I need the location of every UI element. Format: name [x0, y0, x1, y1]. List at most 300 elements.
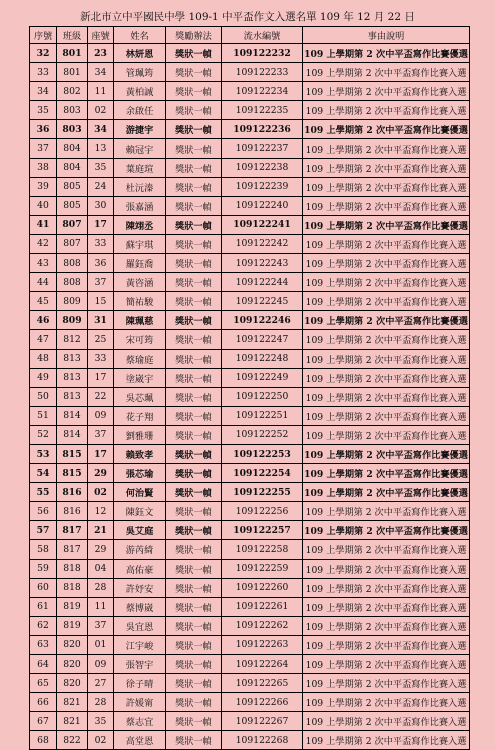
cell-reason: 109 上學期第 2 次中平盃寫作比賽優選 — [303, 521, 470, 540]
cell-award: 獎狀一幀 — [166, 330, 222, 349]
cell-reason: 109 上學期第 2 次中平盃寫作比賽入選 — [303, 254, 470, 273]
cell-class: 805 — [57, 177, 88, 196]
cell-number: 50 — [30, 387, 57, 406]
table-row — [30, 425, 470, 444]
cell-reason: 109 上學期第 2 次中平盃寫作比賽入選 — [303, 502, 470, 521]
cell-serial: 109122244 — [222, 273, 303, 292]
cell-class: 809 — [57, 311, 88, 330]
cell-seat: 29 — [88, 540, 114, 559]
cell-name: 黃柏誠 — [114, 82, 166, 101]
cell-reason: 109 上學期第 2 次中平盃寫作比賽入選 — [303, 101, 470, 120]
cell-serial: 109122249 — [222, 368, 303, 387]
cell-seat: 17 — [88, 368, 114, 387]
table-row — [30, 292, 470, 311]
cell-number: 59 — [30, 559, 57, 578]
cell-award: 獎狀一幀 — [166, 139, 222, 158]
cell-class: 808 — [57, 273, 88, 292]
cell-award: 獎狀一幀 — [166, 82, 222, 101]
table-row — [30, 120, 470, 139]
cell-name: 塗崴宇 — [114, 368, 166, 387]
cell-seat: 11 — [88, 597, 114, 616]
cell-seat: 11 — [88, 82, 114, 101]
cell-award: 獎狀一幀 — [166, 120, 222, 139]
cell-serial: 109122237 — [222, 139, 303, 158]
cell-seat: 21 — [88, 521, 114, 540]
cell-award: 獎狀一幀 — [166, 406, 222, 425]
cell-serial: 109122264 — [222, 655, 303, 674]
cell-seat: 04 — [88, 559, 114, 578]
cell-reason: 109 上學期第 2 次中平盃寫作比賽入選 — [303, 234, 470, 253]
cell-name: 余啟任 — [114, 101, 166, 120]
header-name: 姓名 — [114, 27, 166, 44]
table-row — [30, 616, 470, 635]
cell-award: 獎狀一幀 — [166, 44, 222, 63]
cell-seat: 17 — [88, 215, 114, 234]
cell-class: 803 — [57, 101, 88, 120]
cell-serial: 109122251 — [222, 406, 303, 425]
cell-serial: 109122255 — [222, 483, 303, 502]
cell-name: 陳鈺文 — [114, 502, 166, 521]
cell-number: 63 — [30, 635, 57, 654]
cell-seat: 23 — [88, 44, 114, 63]
cell-serial: 109122253 — [222, 444, 303, 463]
cell-seat: 25 — [88, 330, 114, 349]
header-seat: 座號 — [88, 27, 114, 44]
cell-name: 賴致孝 — [114, 444, 166, 463]
cell-serial: 109122239 — [222, 177, 303, 196]
cell-name: 何治賢 — [114, 483, 166, 502]
cell-reason: 109 上學期第 2 次中平盃寫作比賽優選 — [303, 120, 470, 139]
table-row — [30, 521, 470, 540]
cell-class: 820 — [57, 635, 88, 654]
cell-class: 807 — [57, 234, 88, 253]
cell-reason: 109 上學期第 2 次中平盃寫作比賽入選 — [303, 82, 470, 101]
cell-award: 獎狀一幀 — [166, 349, 222, 368]
cell-reason: 109 上學期第 2 次中平盃寫作比賽入選 — [303, 368, 470, 387]
cell-name: 陳珮慈 — [114, 311, 166, 330]
cell-class: 804 — [57, 158, 88, 177]
table-row — [30, 502, 470, 521]
cell-reason: 109 上學期第 2 次中平盃寫作比賽入選 — [303, 655, 470, 674]
table-row — [30, 597, 470, 616]
cell-seat: 02 — [88, 483, 114, 502]
table-row — [30, 215, 470, 234]
cell-class: 821 — [57, 712, 88, 731]
cell-reason: 109 上學期第 2 次中平盃寫作比賽入選 — [303, 559, 470, 578]
cell-name: 張芯瑜 — [114, 464, 166, 483]
cell-name: 簡祐駿 — [114, 292, 166, 311]
cell-name: 張嘉涵 — [114, 196, 166, 215]
cell-serial: 109122262 — [222, 616, 303, 635]
cell-reason: 109 上學期第 2 次中平盃寫作比賽入選 — [303, 693, 470, 712]
table-row — [30, 82, 470, 101]
cell-number: 57 — [30, 521, 57, 540]
cell-name: 蔡瑜庭 — [114, 349, 166, 368]
cell-reason: 109 上學期第 2 次中平盃寫作比賽優選 — [303, 311, 470, 330]
cell-award: 獎狀一幀 — [166, 578, 222, 597]
cell-number: 52 — [30, 425, 57, 444]
cell-reason: 109 上學期第 2 次中平盃寫作比賽入選 — [303, 712, 470, 731]
cell-number: 61 — [30, 597, 57, 616]
cell-award: 獎狀一幀 — [166, 425, 222, 444]
cell-class: 814 — [57, 406, 88, 425]
cell-reason: 109 上學期第 2 次中平盃寫作比賽入選 — [303, 330, 470, 349]
cell-class: 815 — [57, 444, 88, 463]
table-row — [30, 44, 470, 63]
table-row — [30, 311, 470, 330]
cell-name: 吳艾庭 — [114, 521, 166, 540]
cell-reason: 109 上學期第 2 次中平盃寫作比賽優選 — [303, 444, 470, 463]
cell-award: 獎狀一幀 — [166, 368, 222, 387]
table-row — [30, 101, 470, 120]
cell-name: 蔡博崴 — [114, 597, 166, 616]
cell-seat: 29 — [88, 464, 114, 483]
cell-award: 獎狀一幀 — [166, 234, 222, 253]
cell-class: 817 — [57, 521, 88, 540]
cell-reason: 109 上學期第 2 次中平盃寫作比賽入選 — [303, 731, 470, 750]
cell-class: 821 — [57, 693, 88, 712]
table-row — [30, 177, 470, 196]
cell-reason: 109 上學期第 2 次中平盃寫作比賽入選 — [303, 597, 470, 616]
cell-number: 66 — [30, 693, 57, 712]
cell-seat: 35 — [88, 712, 114, 731]
cell-seat: 37 — [88, 425, 114, 444]
header-number: 序號 — [30, 27, 57, 44]
table-row — [30, 464, 470, 483]
cell-seat: 09 — [88, 406, 114, 425]
cell-reason: 109 上學期第 2 次中平盃寫作比賽入選 — [303, 349, 470, 368]
cell-number: 53 — [30, 444, 57, 463]
cell-seat: 36 — [88, 254, 114, 273]
cell-name: 張智宇 — [114, 655, 166, 674]
cell-number: 58 — [30, 540, 57, 559]
cell-serial: 109122236 — [222, 120, 303, 139]
cell-award: 獎狀一幀 — [166, 158, 222, 177]
cell-class: 809 — [57, 292, 88, 311]
cell-name: 游芮綺 — [114, 540, 166, 559]
cell-name: 吳芯珮 — [114, 387, 166, 406]
table-row — [30, 674, 470, 693]
table-row — [30, 444, 470, 463]
cell-serial: 109122247 — [222, 330, 303, 349]
cell-reason: 109 上學期第 2 次中平盃寫作比賽入選 — [303, 139, 470, 158]
cell-class: 820 — [57, 655, 88, 674]
cell-name: 羅鈺喬 — [114, 254, 166, 273]
cell-seat: 33 — [88, 349, 114, 368]
cell-class: 805 — [57, 196, 88, 215]
cell-number: 67 — [30, 712, 57, 731]
cell-number: 62 — [30, 616, 57, 635]
cell-class: 816 — [57, 483, 88, 502]
cell-number: 60 — [30, 578, 57, 597]
cell-serial: 109122261 — [222, 597, 303, 616]
cell-number: 37 — [30, 139, 57, 158]
cell-award: 獎狀一幀 — [166, 616, 222, 635]
cell-number: 39 — [30, 177, 57, 196]
cell-seat: 12 — [88, 502, 114, 521]
table-row — [30, 387, 470, 406]
cell-seat: 27 — [88, 674, 114, 693]
selection-table — [29, 26, 470, 750]
cell-name: 蔡志宜 — [114, 712, 166, 731]
cell-number: 56 — [30, 502, 57, 521]
cell-serial: 109122263 — [222, 635, 303, 654]
cell-serial: 109122240 — [222, 196, 303, 215]
cell-class: 819 — [57, 597, 88, 616]
cell-reason: 109 上學期第 2 次中平盃寫作比賽入選 — [303, 578, 470, 597]
cell-serial: 109122243 — [222, 254, 303, 273]
cell-award: 獎狀一幀 — [166, 635, 222, 654]
cell-seat: 34 — [88, 120, 114, 139]
cell-number: 54 — [30, 464, 57, 483]
cell-number: 41 — [30, 215, 57, 234]
cell-reason: 109 上學期第 2 次中平盃寫作比賽入選 — [303, 196, 470, 215]
cell-reason: 109 上學期第 2 次中平盃寫作比賽入選 — [303, 674, 470, 693]
cell-seat: 17 — [88, 444, 114, 463]
cell-seat: 33 — [88, 234, 114, 253]
cell-award: 獎狀一幀 — [166, 597, 222, 616]
cell-award: 獎狀一幀 — [166, 540, 222, 559]
cell-class: 801 — [57, 44, 88, 63]
cell-class: 813 — [57, 349, 88, 368]
cell-name: 高佑豪 — [114, 559, 166, 578]
cell-name: 吳宜恩 — [114, 616, 166, 635]
cell-seat: 30 — [88, 196, 114, 215]
cell-name: 許妤安 — [114, 578, 166, 597]
table-row — [30, 693, 470, 712]
cell-name: 游捷宇 — [114, 120, 166, 139]
cell-seat: 02 — [88, 101, 114, 120]
cell-name: 蘇宇琪 — [114, 234, 166, 253]
cell-serial: 109122252 — [222, 425, 303, 444]
cell-number: 55 — [30, 483, 57, 502]
cell-class: 822 — [57, 731, 88, 750]
cell-award: 獎狀一幀 — [166, 674, 222, 693]
cell-name: 林妍恩 — [114, 44, 166, 63]
cell-serial: 109122248 — [222, 349, 303, 368]
table-row — [30, 406, 470, 425]
table-row — [30, 196, 470, 215]
cell-award: 獎狀一幀 — [166, 444, 222, 463]
table-row — [30, 273, 470, 292]
table-header-row — [30, 27, 470, 44]
cell-class: 807 — [57, 215, 88, 234]
cell-serial: 109122232 — [222, 44, 303, 63]
cell-number: 35 — [30, 101, 57, 120]
cell-award: 獎狀一幀 — [166, 196, 222, 215]
cell-seat: 09 — [88, 655, 114, 674]
cell-name: 葉庭瑄 — [114, 158, 166, 177]
cell-award: 獎狀一幀 — [166, 63, 222, 82]
cell-name: 賴冠宇 — [114, 139, 166, 158]
table-row — [30, 330, 470, 349]
cell-seat: 22 — [88, 387, 114, 406]
cell-name: 徐子晴 — [114, 674, 166, 693]
cell-serial: 109122265 — [222, 674, 303, 693]
table-row — [30, 63, 470, 82]
cell-class: 814 — [57, 425, 88, 444]
table-row — [30, 712, 470, 731]
cell-class: 803 — [57, 120, 88, 139]
cell-award: 獎狀一幀 — [166, 387, 222, 406]
cell-number: 51 — [30, 406, 57, 425]
cell-serial: 109122256 — [222, 502, 303, 521]
cell-serial: 109122258 — [222, 540, 303, 559]
table-row — [30, 578, 470, 597]
table-row — [30, 559, 470, 578]
cell-class: 813 — [57, 387, 88, 406]
cell-number: 38 — [30, 158, 57, 177]
cell-number: 68 — [30, 731, 57, 750]
cell-class: 817 — [57, 540, 88, 559]
cell-reason: 109 上學期第 2 次中平盃寫作比賽入選 — [303, 616, 470, 635]
cell-award: 獎狀一幀 — [166, 177, 222, 196]
cell-name: 陳翊丞 — [114, 215, 166, 234]
cell-number: 44 — [30, 273, 57, 292]
cell-reason: 109 上學期第 2 次中平盃寫作比賽優選 — [303, 44, 470, 63]
cell-number: 40 — [30, 196, 57, 215]
cell-reason: 109 上學期第 2 次中平盃寫作比賽優選 — [303, 464, 470, 483]
cell-serial: 109122235 — [222, 101, 303, 120]
cell-seat: 15 — [88, 292, 114, 311]
table-row — [30, 368, 470, 387]
cell-name: 許媛甯 — [114, 693, 166, 712]
cell-number: 65 — [30, 674, 57, 693]
cell-award: 獎狀一幀 — [166, 273, 222, 292]
cell-class: 812 — [57, 330, 88, 349]
cell-name: 杜沅溱 — [114, 177, 166, 196]
cell-reason: 109 上學期第 2 次中平盃寫作比賽入選 — [303, 540, 470, 559]
cell-award: 獎狀一幀 — [166, 521, 222, 540]
cell-serial: 109122242 — [222, 234, 303, 253]
cell-number: 34 — [30, 82, 57, 101]
cell-award: 獎狀一幀 — [166, 311, 222, 330]
cell-seat: 35 — [88, 158, 114, 177]
header-class: 班級 — [57, 27, 88, 44]
cell-number: 64 — [30, 655, 57, 674]
cell-serial: 109122246 — [222, 311, 303, 330]
cell-reason: 109 上學期第 2 次中平盃寫作比賽入選 — [303, 63, 470, 82]
table-row — [30, 158, 470, 177]
header-award: 獎勵辦法 — [166, 27, 222, 44]
cell-serial: 109122259 — [222, 559, 303, 578]
cell-name: 江宇峻 — [114, 635, 166, 654]
table-row — [30, 540, 470, 559]
table-row — [30, 254, 470, 273]
cell-reason: 109 上學期第 2 次中平盃寫作比賽入選 — [303, 177, 470, 196]
cell-name: 黃咨涵 — [114, 273, 166, 292]
cell-number: 49 — [30, 368, 57, 387]
cell-award: 獎狀一幀 — [166, 655, 222, 674]
cell-seat: 37 — [88, 616, 114, 635]
cell-name: 宋可筠 — [114, 330, 166, 349]
cell-class: 820 — [57, 674, 88, 693]
cell-seat: 24 — [88, 177, 114, 196]
table-row — [30, 635, 470, 654]
cell-class: 813 — [57, 368, 88, 387]
cell-seat: 31 — [88, 311, 114, 330]
cell-serial: 109122250 — [222, 387, 303, 406]
table-row — [30, 234, 470, 253]
cell-award: 獎狀一幀 — [166, 502, 222, 521]
cell-name: 劉雅珊 — [114, 425, 166, 444]
cell-reason: 109 上學期第 2 次中平盃寫作比賽入選 — [303, 292, 470, 311]
cell-number: 32 — [30, 44, 57, 63]
cell-award: 獎狀一幀 — [166, 483, 222, 502]
table-row — [30, 483, 470, 502]
cell-class: 818 — [57, 578, 88, 597]
page-title: 新北市立中平國民中學 109-1 中平盃作文入選名單 109 年 12 月 22 日 — [80, 11, 415, 23]
cell-class: 815 — [57, 464, 88, 483]
cell-number: 45 — [30, 292, 57, 311]
cell-number: 46 — [30, 311, 57, 330]
cell-serial: 109122245 — [222, 292, 303, 311]
cell-number: 48 — [30, 349, 57, 368]
cell-reason: 109 上學期第 2 次中平盃寫作比賽入選 — [303, 158, 470, 177]
cell-class: 804 — [57, 139, 88, 158]
cell-reason: 109 上學期第 2 次中平盃寫作比賽優選 — [303, 215, 470, 234]
cell-reason: 109 上學期第 2 次中平盃寫作比賽入選 — [303, 425, 470, 444]
cell-award: 獎狀一幀 — [166, 464, 222, 483]
table-row — [30, 731, 470, 750]
cell-serial: 109122234 — [222, 82, 303, 101]
cell-seat: 13 — [88, 139, 114, 158]
cell-reason: 109 上學期第 2 次中平盃寫作比賽入選 — [303, 635, 470, 654]
cell-serial: 109122241 — [222, 215, 303, 234]
cell-award: 獎狀一幀 — [166, 693, 222, 712]
table-body — [30, 44, 470, 750]
cell-serial: 109122257 — [222, 521, 303, 540]
cell-class: 819 — [57, 616, 88, 635]
cell-class: 802 — [57, 82, 88, 101]
header-serial: 流水編號 — [222, 27, 303, 44]
cell-seat: 34 — [88, 63, 114, 82]
cell-reason: 109 上學期第 2 次中平盃寫作比賽入選 — [303, 406, 470, 425]
cell-serial: 109122233 — [222, 63, 303, 82]
cell-class: 818 — [57, 559, 88, 578]
cell-award: 獎狀一幀 — [166, 215, 222, 234]
cell-class: 808 — [57, 254, 88, 273]
table-row — [30, 655, 470, 674]
cell-name: 花子翔 — [114, 406, 166, 425]
cell-seat: 28 — [88, 578, 114, 597]
cell-award: 獎狀一幀 — [166, 254, 222, 273]
cell-serial: 109122238 — [222, 158, 303, 177]
cell-award: 獎狀一幀 — [166, 101, 222, 120]
header-reason: 事由說明 — [303, 27, 470, 44]
cell-seat: 37 — [88, 273, 114, 292]
cell-number: 42 — [30, 234, 57, 253]
cell-number: 43 — [30, 254, 57, 273]
cell-name: 管珮筠 — [114, 63, 166, 82]
cell-name: 高堂恩 — [114, 731, 166, 750]
cell-award: 獎狀一幀 — [166, 292, 222, 311]
cell-serial: 109122267 — [222, 712, 303, 731]
cell-seat: 02 — [88, 731, 114, 750]
table-row — [30, 139, 470, 158]
cell-number: 47 — [30, 330, 57, 349]
cell-serial: 109122254 — [222, 464, 303, 483]
cell-serial: 109122268 — [222, 731, 303, 750]
cell-award: 獎狀一幀 — [166, 559, 222, 578]
cell-number: 36 — [30, 120, 57, 139]
cell-award: 獎狀一幀 — [166, 731, 222, 750]
cell-number: 33 — [30, 63, 57, 82]
cell-class: 816 — [57, 502, 88, 521]
cell-serial: 109122260 — [222, 578, 303, 597]
cell-reason: 109 上學期第 2 次中平盃寫作比賽入選 — [303, 273, 470, 292]
cell-award: 獎狀一幀 — [166, 712, 222, 731]
